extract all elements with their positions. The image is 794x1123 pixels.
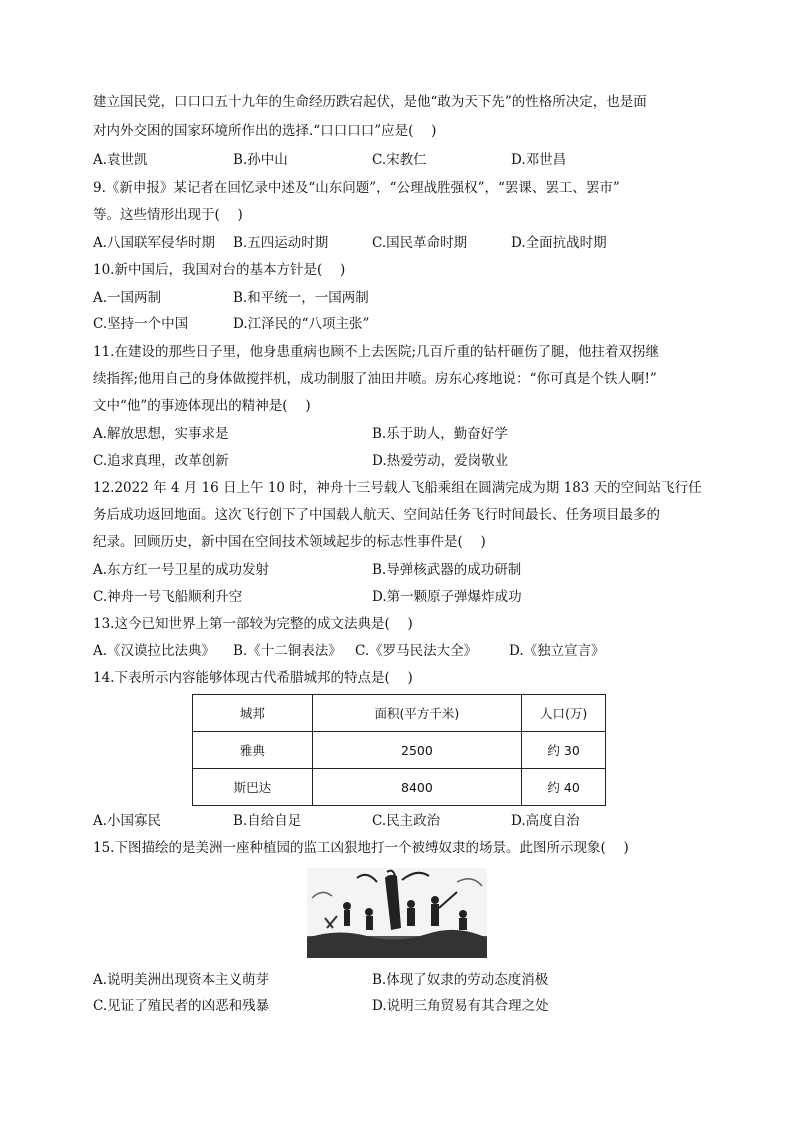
table-cell: 8400 — [312, 769, 521, 806]
q15-option-b: B.体现了奴隶的劳动态度消极 — [372, 972, 549, 988]
table-header-row — [193, 695, 606, 732]
q10-stem: 10.新中国后，我国对台的基本方针是( ) — [93, 262, 346, 278]
q11-stem-line-3: 文中“他”的事迹体现出的精神是( ) — [93, 398, 311, 414]
q15-option-c: C.见证了殖民者的凶恶和残暴 — [93, 998, 270, 1014]
q15-option-a: A.说明美洲出现资本主义萌芽 — [93, 972, 270, 988]
q14-option-c: C.民主政治 — [372, 813, 441, 829]
q9-option-a: A.八国联军侵华时期 — [93, 235, 216, 251]
q14-option-b: B.自给自足 — [233, 813, 302, 829]
q8-stem-line-2: 对内外交困的国家环境所作出的选择.“口口口口”应是( ) — [93, 123, 437, 139]
q8-stem-line-1: 建立国民党，口口口五十九年的生命经历跌宕起伏，是他“敢为天下先”的性格所决定，也是面 — [93, 94, 647, 110]
q10-option-b: B.和平统一，一国两制 — [233, 290, 369, 306]
q14-option-a: A.小国寡民 — [93, 813, 162, 829]
table-cell: 雅典 — [193, 732, 313, 769]
q12-stem-line-3: 纪录。回顾历史，新中国在空间技术领域起步的标志性事件是( ) — [93, 534, 486, 550]
q11-stem-line-2: 续指挥;他用自己的身体做搅拌机，成功制服了油田井喷。房东心疼地说：“你可真是个铁人啊!” — [93, 371, 657, 387]
q10-option-d: D.江泽民的“八项主张” — [233, 316, 370, 332]
q13-option-d: D.《独立宣言》 — [509, 643, 605, 659]
table-header-cell: 人口(万) — [522, 695, 606, 732]
q14-stem: 14.下表所示内容能够体现古代希腊城邦的特点是( ) — [93, 670, 413, 686]
table-cell: 约 30 — [522, 732, 606, 769]
q13-option-a: A.《汉谟拉比法典》 — [93, 643, 216, 659]
q10-option-a: A.一国两制 — [93, 290, 162, 306]
table-row — [193, 732, 606, 769]
q12-stem-line-1: 12.2022 年 4 月 16 日上午 10 时，神舟十三号载人飞船乘组在圆满完成为期 183 天的空间站飞行任 — [93, 480, 702, 496]
table-cell: 2500 — [312, 732, 521, 769]
q8-option-d: D.邓世昌 — [511, 152, 567, 168]
q12-option-c: C.神舟一号飞船顺利升空 — [93, 589, 243, 605]
q11-option-b: B.乐于助人，勤奋好学 — [372, 426, 508, 442]
table-cell: 斯巴达 — [193, 769, 313, 806]
q12-option-b: B.导弹核武器的成功研制 — [372, 562, 522, 578]
q13-option-b: B.《十二铜表法》 — [233, 643, 342, 659]
table-row — [193, 769, 606, 806]
q15-option-d: D.说明三角贸易有其合理之处 — [372, 998, 549, 1014]
q10-option-c: C.坚持一个中国 — [93, 316, 189, 332]
q9-option-b: B.五四运动时期 — [233, 235, 329, 251]
q13-stem: 13.这今已知世界上第一部较为完整的成文法典是( ) — [93, 616, 413, 632]
q8-option-c: C.宋教仁 — [372, 152, 427, 168]
table-cell: 约 40 — [522, 769, 606, 806]
q12-option-d: D.第一颗原子弹爆炸成功 — [372, 589, 522, 605]
q11-stem-line-1: 11.在建设的那些日子里，他身患重病也顾不上去医院;几百斤重的钻杆砸伤了腿，他拄着双拐继 — [93, 344, 660, 360]
q11-option-c: C.追求真理，改革创新 — [93, 453, 229, 469]
table-header-cell: 面积(平方千米) — [312, 695, 521, 732]
q9-stem-line-2: 等。这些情形出现于( ) — [93, 207, 243, 223]
q8-option-b: B.孙中山 — [233, 152, 288, 168]
q14-option-d: D.高度自治 — [511, 813, 580, 829]
q8-option-a: A.袁世凯 — [93, 152, 148, 168]
q9-option-c: C.国民革命时期 — [372, 235, 468, 251]
q13-option-c: C.《罗马民法大全》 — [355, 643, 478, 659]
q12-option-a: A.东方红一号卫星的成功发射 — [93, 562, 270, 578]
q9-stem-line-1: 9.《新申报》某记者在回忆录中述及“山东问题”，“公理战胜强权”，“罢课、罢工、罢市” — [93, 180, 620, 196]
table-header-cell: 城邦 — [193, 695, 313, 732]
q11-option-a: A.解放思想，实事求是 — [93, 426, 229, 442]
q15-stem: 15.下图描绘的是美洲一座种植园的监工凶狠地打一个被缚奴隶的场景。此图所示现象( ) — [93, 840, 629, 856]
q11-option-d: D.热爱劳动，爱岗敬业 — [372, 453, 509, 469]
plantation-engraving-image — [307, 868, 487, 958]
city-state-table — [192, 694, 606, 806]
q9-option-d: D.全面抗战时期 — [511, 235, 607, 251]
q12-stem-line-2: 务后成功返回地面。这次飞行创下了中国载人航天、空间站任务飞行时间最长、任务项目最多的 — [93, 507, 660, 523]
